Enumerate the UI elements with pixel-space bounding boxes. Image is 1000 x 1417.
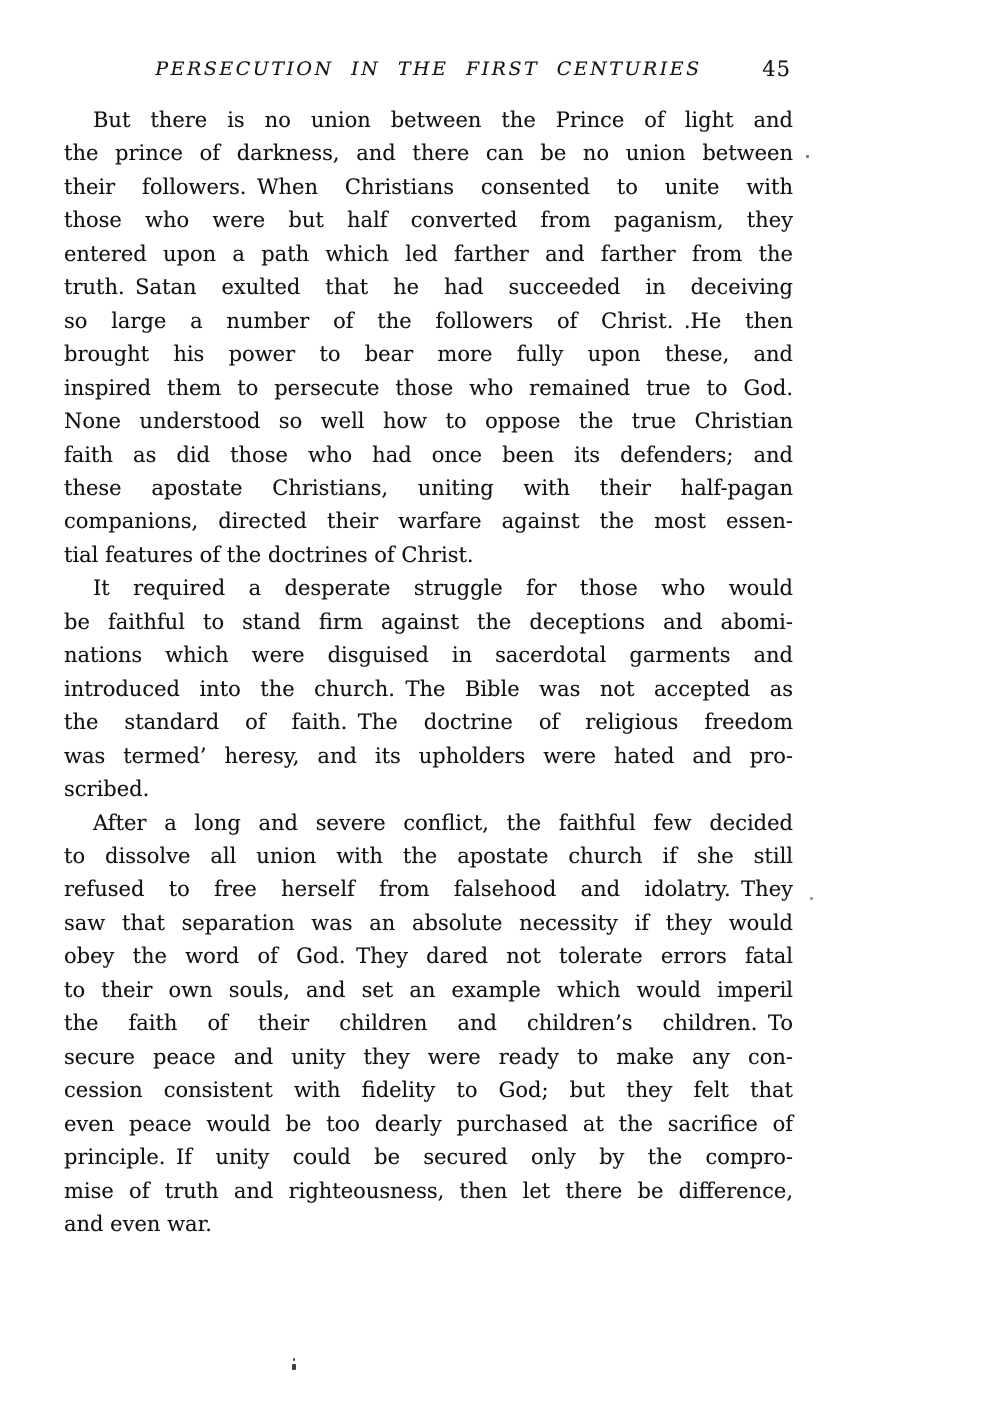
text-line: But there is no union between the Prince of light and: [93, 108, 793, 132]
ink-speck: [293, 1358, 295, 1361]
text-line: these apostate Christians, uniting with their half-pagan: [64, 475, 793, 500]
text-line: secure peace and unity they were ready to make any con-: [64, 1044, 793, 1069]
paragraph: [64, 104, 793, 572]
page-text: [64, 104, 793, 1241]
text-line: was termed’ heresy, and its upholders were hated and pro-: [64, 743, 793, 768]
paragraph: [64, 572, 793, 806]
text-line: introduced into the church. The Bible was not accepted as: [64, 676, 793, 701]
text-line: None understood so well how to oppose the true Christian: [64, 409, 793, 434]
text-line: After a long and severe conflict, the faithful few decided: [93, 810, 793, 835]
text-line: brought his power to bear more fully upon these, and: [64, 342, 793, 367]
text-line: saw that separation was an absolute necessity if they would: [64, 910, 793, 935]
text-line: the prince of darkness, and there can be no union between: [64, 141, 793, 166]
text-line: so large a number of the followers of Christ. .He then: [64, 308, 793, 333]
text-line: inspired them to persecute those who remained true to God.: [64, 375, 793, 400]
text-line: companions, directed their warfare against the most essen-: [64, 509, 793, 534]
paragraph: [64, 807, 793, 1242]
text-line: to dissolve all union with the apostate church if she still: [64, 843, 793, 868]
chapter-title: PERSECUTION IN THE FIRST CENTURIES: [155, 58, 702, 80]
text-line: obey the word of God. They dared not tolerate errors fatal: [64, 944, 793, 969]
text-line: mise of truth and righteousness, then let there be difference,: [64, 1178, 793, 1203]
text-line: scribed.: [64, 777, 150, 802]
ink-speck: [806, 155, 809, 158]
text-line: even peace would be too dearly purchased at the sacrifice of: [64, 1111, 793, 1136]
text-line: cession consistent with fidelity to God; but they felt that: [64, 1078, 793, 1103]
ink-speck: [292, 1364, 296, 1370]
text-line: to their own souls, and set an example which would imperil: [64, 977, 793, 1002]
text-line: the faith of their children and children’s children. To: [64, 1011, 793, 1036]
text-line: their followers. When Christians consented to unite with: [64, 174, 793, 199]
text-line: principle. If unity could be secured only by the compro-: [64, 1145, 793, 1170]
text-line: those who were but half converted from paganism, they: [64, 208, 793, 233]
text-line: be faithful to stand firm against the deceptions and abomi-: [64, 609, 793, 634]
text-line: faith as did those who had once been its defenders; and: [64, 442, 793, 467]
text-line: It required a desperate struggle for those who would: [93, 576, 793, 601]
text-line: and even war.: [64, 1211, 212, 1236]
page-number: 45: [762, 57, 791, 81]
text-line: entered upon a path which led farther and farther from the: [64, 241, 793, 266]
text-line: nations which were disguised in sacerdotal garments and: [64, 643, 793, 668]
text-line: the standard of faith. The doctrine of religious freedom: [64, 710, 793, 735]
text-line: tial features of the doctrines of Christ.: [64, 542, 474, 567]
text-line: truth. Satan exulted that he had succeeded in deceiving: [64, 275, 793, 300]
running-header: [64, 56, 793, 86]
text-line: refused to free herself from falsehood and idolatry. They: [64, 877, 793, 902]
ink-speck: [810, 897, 813, 900]
